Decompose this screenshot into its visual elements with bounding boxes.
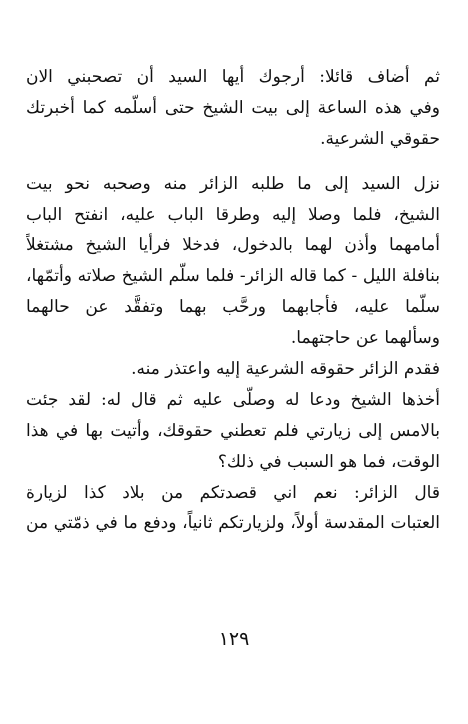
paragraph xyxy=(26,169,440,354)
text-line: وفي هذه الساعة إلى بيت الشيخ حتى أسلّمه كما أخبرتك xyxy=(26,97,440,118)
text-line: بنافلة الليل - كما قاله الزائر- فلما سلّم الشيخ صلاته وأتمّها، xyxy=(26,266,440,287)
text-line: العتبات المقدسة أولاً، ولزيارتكم ثانياً، ودفع ما في ذمّتي من xyxy=(26,513,440,534)
text-line: الوقت، فما هو السبب في ذلك؟ xyxy=(217,451,440,472)
text-line: الشيخ، فلما وصلا إليه وطرقا الباب عليه، انفتح الباب xyxy=(26,204,440,225)
text-line: ثم أضاف قائلا: أرجوك أيها السيد أن تصحبني الان xyxy=(26,67,440,87)
text-line: سلّما عليه، فأجابهما ورحَّب بهما وتفقَّد عن حالهما xyxy=(26,297,440,318)
text-line: فقدم الزائر حقوقه الشرعية إليه واعتذر منه. xyxy=(131,359,440,380)
text-line: وسألهما عن حاجتهما. xyxy=(290,328,440,349)
text-line: حقوقي الشرعية. xyxy=(320,128,440,149)
paragraph-gap xyxy=(26,155,440,169)
paragraph xyxy=(26,478,440,540)
paragraph xyxy=(26,385,440,478)
page-body-text xyxy=(26,62,440,539)
text-line: أخذها الشيخ ودعا له وصلّى عليه ثم قال له: لقد جئت xyxy=(26,389,440,410)
text-line: نزل السيد إلى ما طلبه الزائر منه وصحبه نحو بيت xyxy=(26,173,440,194)
paragraph xyxy=(26,354,440,385)
paragraph xyxy=(26,62,440,155)
text-line: أمامهما وأذن لهما بالدخول، فدخلا فرأيا الشيخ مشتغلاً xyxy=(26,235,440,256)
page-number: ١٢٩ xyxy=(218,628,250,650)
text-line: قال الزائر: نعم اني قصدتكم من بلاد كذا لزيارة xyxy=(26,482,440,503)
text-line: بالامس إلى زيارتي فلم تعطني حقوقك، وأتيت بها في هذا xyxy=(26,420,440,441)
